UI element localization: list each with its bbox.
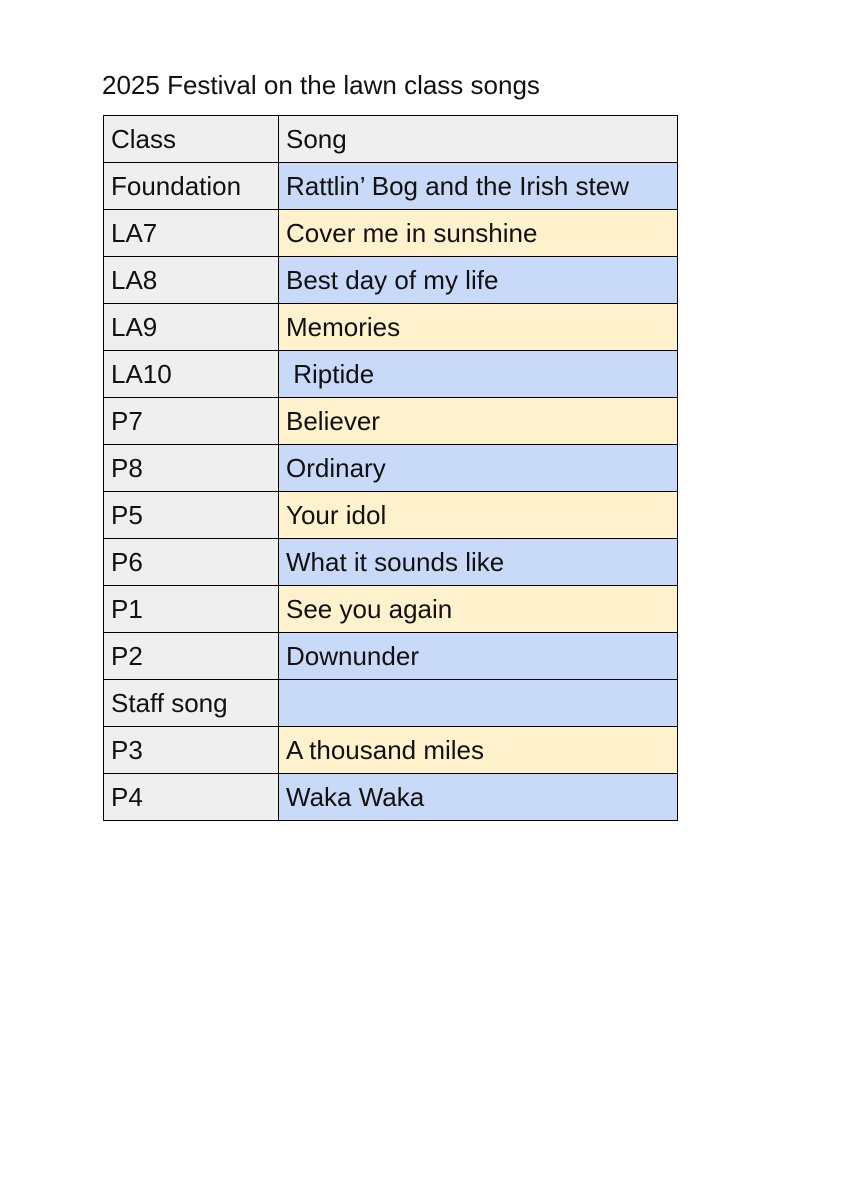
table-row — [104, 680, 678, 727]
song-cell: Rattlin’ Bog and the Irish stew — [279, 163, 678, 210]
song-cell: Best day of my life — [279, 257, 678, 304]
table-body — [104, 116, 678, 821]
class-cell: P3 — [104, 727, 279, 774]
header-song: Song — [279, 116, 678, 163]
table-row — [104, 257, 678, 304]
song-cell: Waka Waka — [279, 774, 678, 821]
song-cell: Believer — [279, 398, 678, 445]
class-cell: LA8 — [104, 257, 279, 304]
table-row — [104, 210, 678, 257]
class-songs-table — [103, 115, 678, 821]
class-cell: P6 — [104, 539, 279, 586]
class-cell: P5 — [104, 492, 279, 539]
class-cell: Staff song — [104, 680, 279, 727]
table-row — [104, 633, 678, 680]
table-row — [104, 492, 678, 539]
song-cell: See you again — [279, 586, 678, 633]
table-row — [104, 445, 678, 492]
page-title: 2025 Festival on the lawn class songs — [102, 70, 540, 100]
song-cell: Your idol — [279, 492, 678, 539]
class-cell: P1 — [104, 586, 279, 633]
table-row — [104, 163, 678, 210]
song-cell: What it sounds like — [279, 539, 678, 586]
table-row — [104, 727, 678, 774]
class-cell: Foundation — [104, 163, 279, 210]
class-cell: P2 — [104, 633, 279, 680]
table-row — [104, 586, 678, 633]
song-cell: Ordinary — [279, 445, 678, 492]
song-cell — [279, 680, 678, 727]
class-cell: LA9 — [104, 304, 279, 351]
song-cell: A thousand miles — [279, 727, 678, 774]
table-row — [104, 539, 678, 586]
class-cell: LA7 — [104, 210, 279, 257]
song-cell: Memories — [279, 304, 678, 351]
class-cell: LA10 — [104, 351, 279, 398]
class-cell: P8 — [104, 445, 279, 492]
class-cell: P7 — [104, 398, 279, 445]
table-row — [104, 351, 678, 398]
song-cell: Riptide — [279, 351, 678, 398]
table-row — [104, 398, 678, 445]
table-header-row — [104, 116, 678, 163]
header-class: Class — [104, 116, 279, 163]
song-cell: Cover me in sunshine — [279, 210, 678, 257]
table-row — [104, 774, 678, 821]
table-row — [104, 304, 678, 351]
class-cell: P4 — [104, 774, 279, 821]
song-cell: Downunder — [279, 633, 678, 680]
